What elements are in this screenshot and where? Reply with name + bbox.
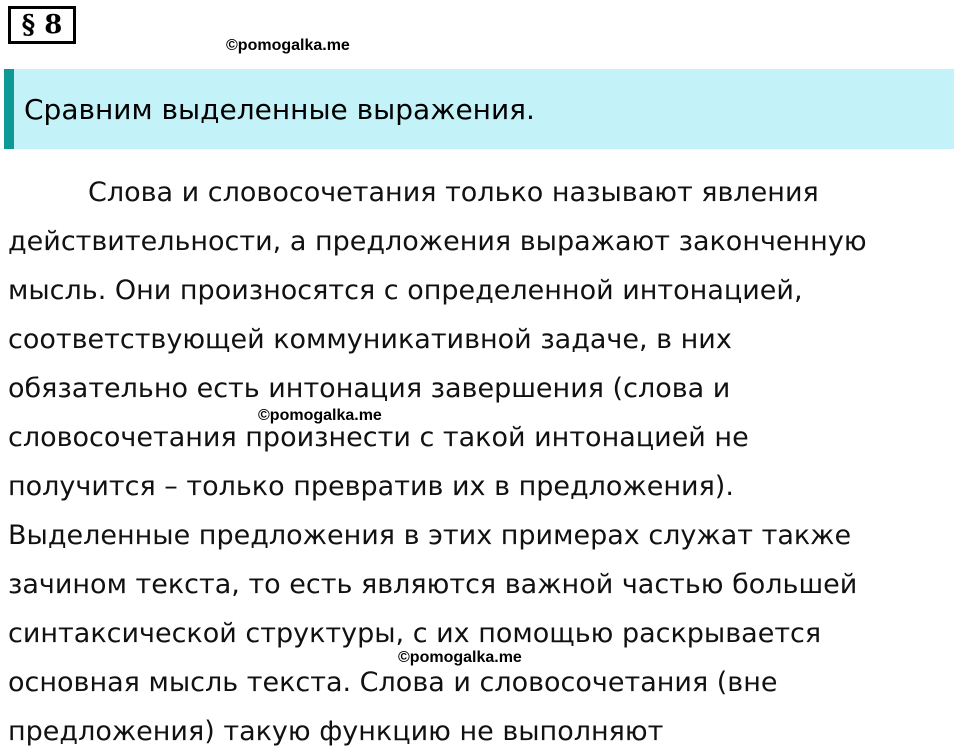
section-number-label: § 8 bbox=[21, 10, 63, 40]
heading-band bbox=[4, 69, 954, 149]
body-line: зачином текста, то есть являются важной частью большей bbox=[8, 569, 858, 600]
body-line: мысль. Они произносятся с определенной интонацией, bbox=[8, 275, 803, 306]
heading-title: Сравним выделенные выражения. bbox=[24, 92, 535, 126]
body-paragraph bbox=[8, 168, 954, 756]
watermark-middle: ©pomogalka.me bbox=[258, 407, 382, 424]
body-line: Слова и словосочетания только называют явления bbox=[88, 177, 819, 208]
body-line: основная мысль текста. Слова и словосочетания (вне bbox=[8, 667, 778, 698]
body-line: соответствующей коммуникативной задаче, в них bbox=[8, 324, 732, 355]
section-number-badge bbox=[8, 6, 76, 44]
body-line: синтаксической структуры, с их помощью раскрывается bbox=[8, 618, 822, 649]
body-line: действительности, а предложения выражают законченную bbox=[8, 226, 867, 257]
body-line: предложения) такую функцию не выполняют bbox=[8, 716, 664, 747]
body-line: Выделенные предложения в этих примерах служат также bbox=[8, 520, 852, 551]
body-line: обязательно есть интонация завершения (слова и bbox=[8, 373, 731, 404]
body-line: получится – только превратив их в предложения). bbox=[8, 471, 734, 502]
watermark-bottom: ©pomogalka.me bbox=[398, 649, 522, 666]
watermark-top: ©pomogalka.me bbox=[226, 37, 350, 54]
body-line: словосочетания произнести с такой интонацией не bbox=[8, 422, 749, 453]
